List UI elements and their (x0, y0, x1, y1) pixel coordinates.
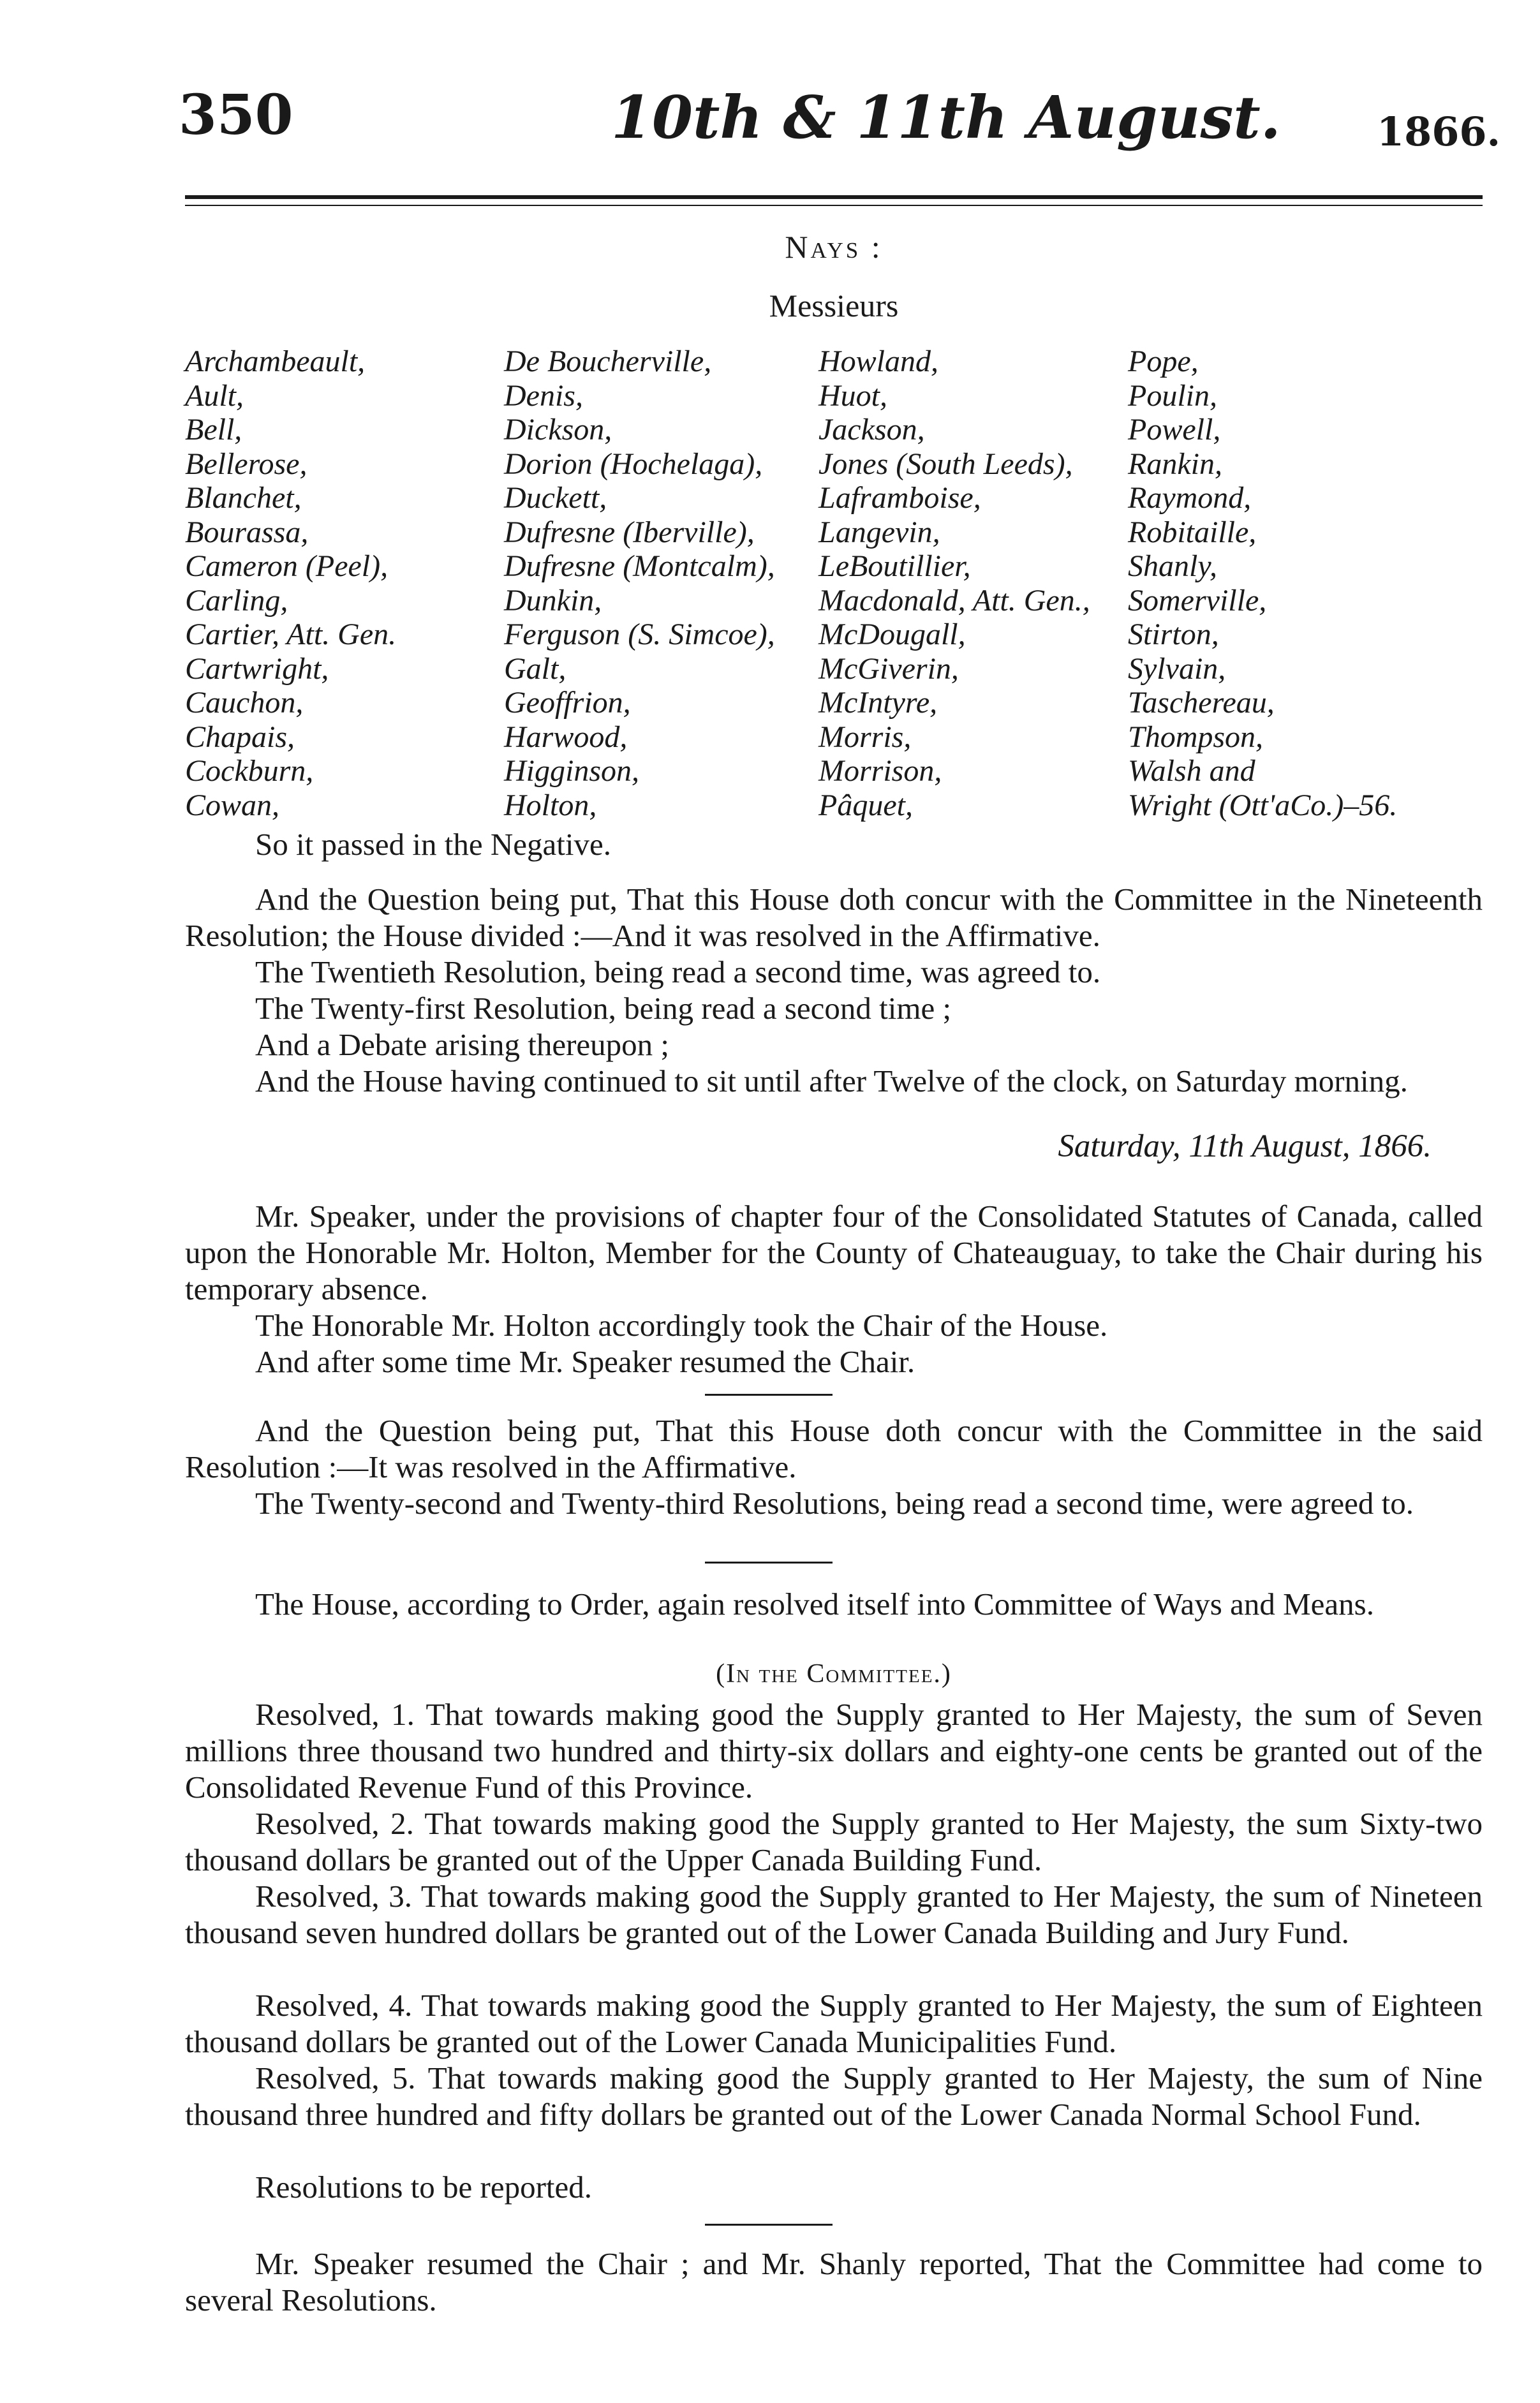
nay-name: McIntyre, (818, 686, 938, 720)
nay-name: Ferguson (S. Simcoe), (504, 617, 775, 651)
resolution-4: Resolved, 4. That towards making good the Supply granted to Her Majesty, the sum of Eighteen thousand dollars be granted out of the Lower Canada Municipalities Fund. (185, 1988, 1483, 2059)
nay-name: Thompson, (1128, 720, 1264, 754)
header-rule-thick (185, 195, 1483, 199)
paragraph: And a Debate arising thereupon ; (255, 1027, 670, 1062)
nay-name: Cauchon, (185, 686, 304, 720)
paragraph: Mr. Speaker resumed the Chair ; and Mr. Shanly reported, That the Committee had come to several Resolutions. (185, 2246, 1483, 2318)
nay-name: Blanchet, (185, 481, 302, 515)
nay-name: Cockburn, (185, 754, 314, 788)
nay-name: Jones (South Leeds), (818, 447, 1073, 481)
nay-name: Cartier, Att. Gen. (185, 617, 397, 651)
nay-name: Raymond, (1128, 481, 1252, 515)
paragraph: And the House having continued to sit until after Twelve of the clock, on Saturday morning. (255, 1063, 1408, 1098)
nay-name: Bellerose, (185, 447, 307, 481)
nay-name: Cartwright, (185, 651, 329, 686)
nay-name: Poulin, (1128, 378, 1217, 413)
nays-column-4 (1128, 344, 1397, 822)
resolution-1: Resolved, 1. That towards making good the Supply granted to Her Majesty, the sum of Seven millions three thousand two hundred and thirty-six dollars and eighty-one cents be granted out of the Consolidated Revenue Fund of this Province. (185, 1697, 1483, 1805)
nays-column-2 (504, 344, 775, 822)
nay-name: Langevin, (818, 515, 940, 549)
nay-name: Cameron (Peel), (185, 549, 389, 583)
nay-name: Bell, (185, 413, 242, 447)
nay-name: Geoffrion, (504, 686, 631, 720)
nay-name: Macdonald, Att. Gen., (818, 583, 1090, 617)
header-rule-thin (185, 205, 1483, 206)
resolution-3: Resolved, 3. That towards making good the Supply granted to Her Majesty, the sum of Nineteen thousand seven hundred dollars be granted out of the Lower Canada Building and Jury Fund. (185, 1879, 1483, 1950)
paragraph: Resolutions to be reported. (255, 2170, 593, 2205)
nay-name: Laframboise, (818, 481, 981, 515)
section-divider (705, 1562, 833, 1564)
paragraph: And the Question being put, That this House doth concur with the Committee in the said Resolution :—It was resolved in the Affirmative. (185, 1413, 1483, 1484)
nay-name: Robitaille, (1128, 515, 1257, 549)
resolution-2: Resolved, 2. That towards making good the Supply granted to Her Majesty, the sum Sixty-two thousand dollars be granted out of the Upper Canada Building Fund. (185, 1806, 1483, 1877)
section-divider (705, 1394, 833, 1396)
nay-name: Jackson, (818, 413, 925, 447)
nay-name: Galt, (504, 651, 566, 686)
messieurs-label: Messieurs (769, 288, 899, 323)
page-year: 1866. (1377, 108, 1501, 155)
dateline: Saturday, 11th August, 1866. (1058, 1128, 1432, 1164)
nay-name: Dorion (Hochelaga), (504, 447, 763, 481)
nay-name: Holton, (504, 788, 597, 822)
nay-name: Dufresne (Montcalm), (504, 549, 775, 583)
page-number: 350 (179, 83, 293, 147)
nay-name: Somerville, (1128, 583, 1267, 617)
nay-name: Archambeault, (185, 344, 366, 378)
paragraph: The Honorable Mr. Holton accordingly took the Chair of the House. (255, 1308, 1108, 1343)
nay-name: Shanly, (1128, 549, 1217, 583)
nays-heading: Nays : (785, 229, 883, 265)
nay-name: Chapais, (185, 720, 295, 754)
nay-name: Higginson, (504, 754, 640, 788)
nay-name: Dickson, (504, 413, 612, 447)
paragraph: So it passed in the Negative. (255, 827, 611, 862)
nay-name: Stirton, (1128, 617, 1219, 651)
page-title: 10th & 11th August. (611, 83, 1281, 152)
nay-name: Dufresne (Iberville), (504, 515, 755, 549)
paragraph: The Twentieth Resolution, being read a second time, was agreed to. (255, 954, 1101, 989)
nay-name: Duckett, (504, 481, 607, 515)
nay-name: Walsh and (1128, 754, 1255, 788)
nay-name: Ault, (185, 378, 244, 413)
paragraph: And after some time Mr. Speaker resumed the Chair. (255, 1344, 915, 1379)
nay-name: Morrison, (818, 754, 942, 788)
nay-name: Taschereau, (1128, 686, 1275, 720)
nay-name: Pâquet, (818, 788, 913, 822)
paragraph: And the Question being put, That this House doth concur with the Committee in the Nineteenth Resolution; the House divided :—And it was resolved in the Affirmative. (185, 882, 1483, 953)
nay-name: Pope, (1128, 344, 1199, 378)
resolution-5: Resolved, 5. That towards making good the Supply granted to Her Majesty, the sum of Nine thousand three hundred and fifty dollars be granted out of the Lower Canada Normal School Fund. (185, 2060, 1483, 2132)
nay-name: Wright (Ott'aCo.)–56. (1128, 788, 1398, 822)
nay-name: Harwood, (504, 720, 628, 754)
nay-name: LeBoutillier, (818, 549, 971, 583)
nay-name: Huot, (818, 378, 887, 413)
section-divider (705, 2224, 833, 2226)
nay-name: McDougall, (818, 617, 966, 651)
nays-column-3 (818, 344, 1090, 822)
nay-name: Sylvain, (1128, 651, 1226, 686)
paragraph: The Twenty-first Resolution, being read a second time ; (255, 991, 952, 1026)
paragraph: The Twenty-second and Twenty-third Resolutions, being read a second time, were agreed to. (255, 1486, 1414, 1521)
nay-name: Powell, (1128, 413, 1221, 447)
in-committee-heading: (In the Committee.) (716, 1659, 952, 1689)
nay-name: McGiverin, (818, 651, 959, 686)
nay-name: Denis, (504, 378, 583, 413)
paragraph: The House, according to Order, again resolved itself into Committee of Ways and Means. (255, 1586, 1374, 1622)
nay-name: Dunkin, (504, 583, 602, 617)
nay-name: Cowan, (185, 788, 280, 822)
nay-name: Bourassa, (185, 515, 309, 549)
nay-name: Rankin, (1128, 447, 1222, 481)
paragraph: Mr. Speaker, under the provisions of chapter four of the Consolidated Statutes of Canada, called upon the Honorable Mr. Holton, Member for the County of Chateauguay, to take the Chair during his temporary absence. (185, 1199, 1483, 1306)
nay-name: Morris, (818, 720, 912, 754)
nay-name: Carling, (185, 583, 288, 617)
nays-column-1 (185, 344, 396, 822)
nay-name: De Boucherville, (504, 344, 712, 378)
nay-name: Howland, (818, 344, 939, 378)
